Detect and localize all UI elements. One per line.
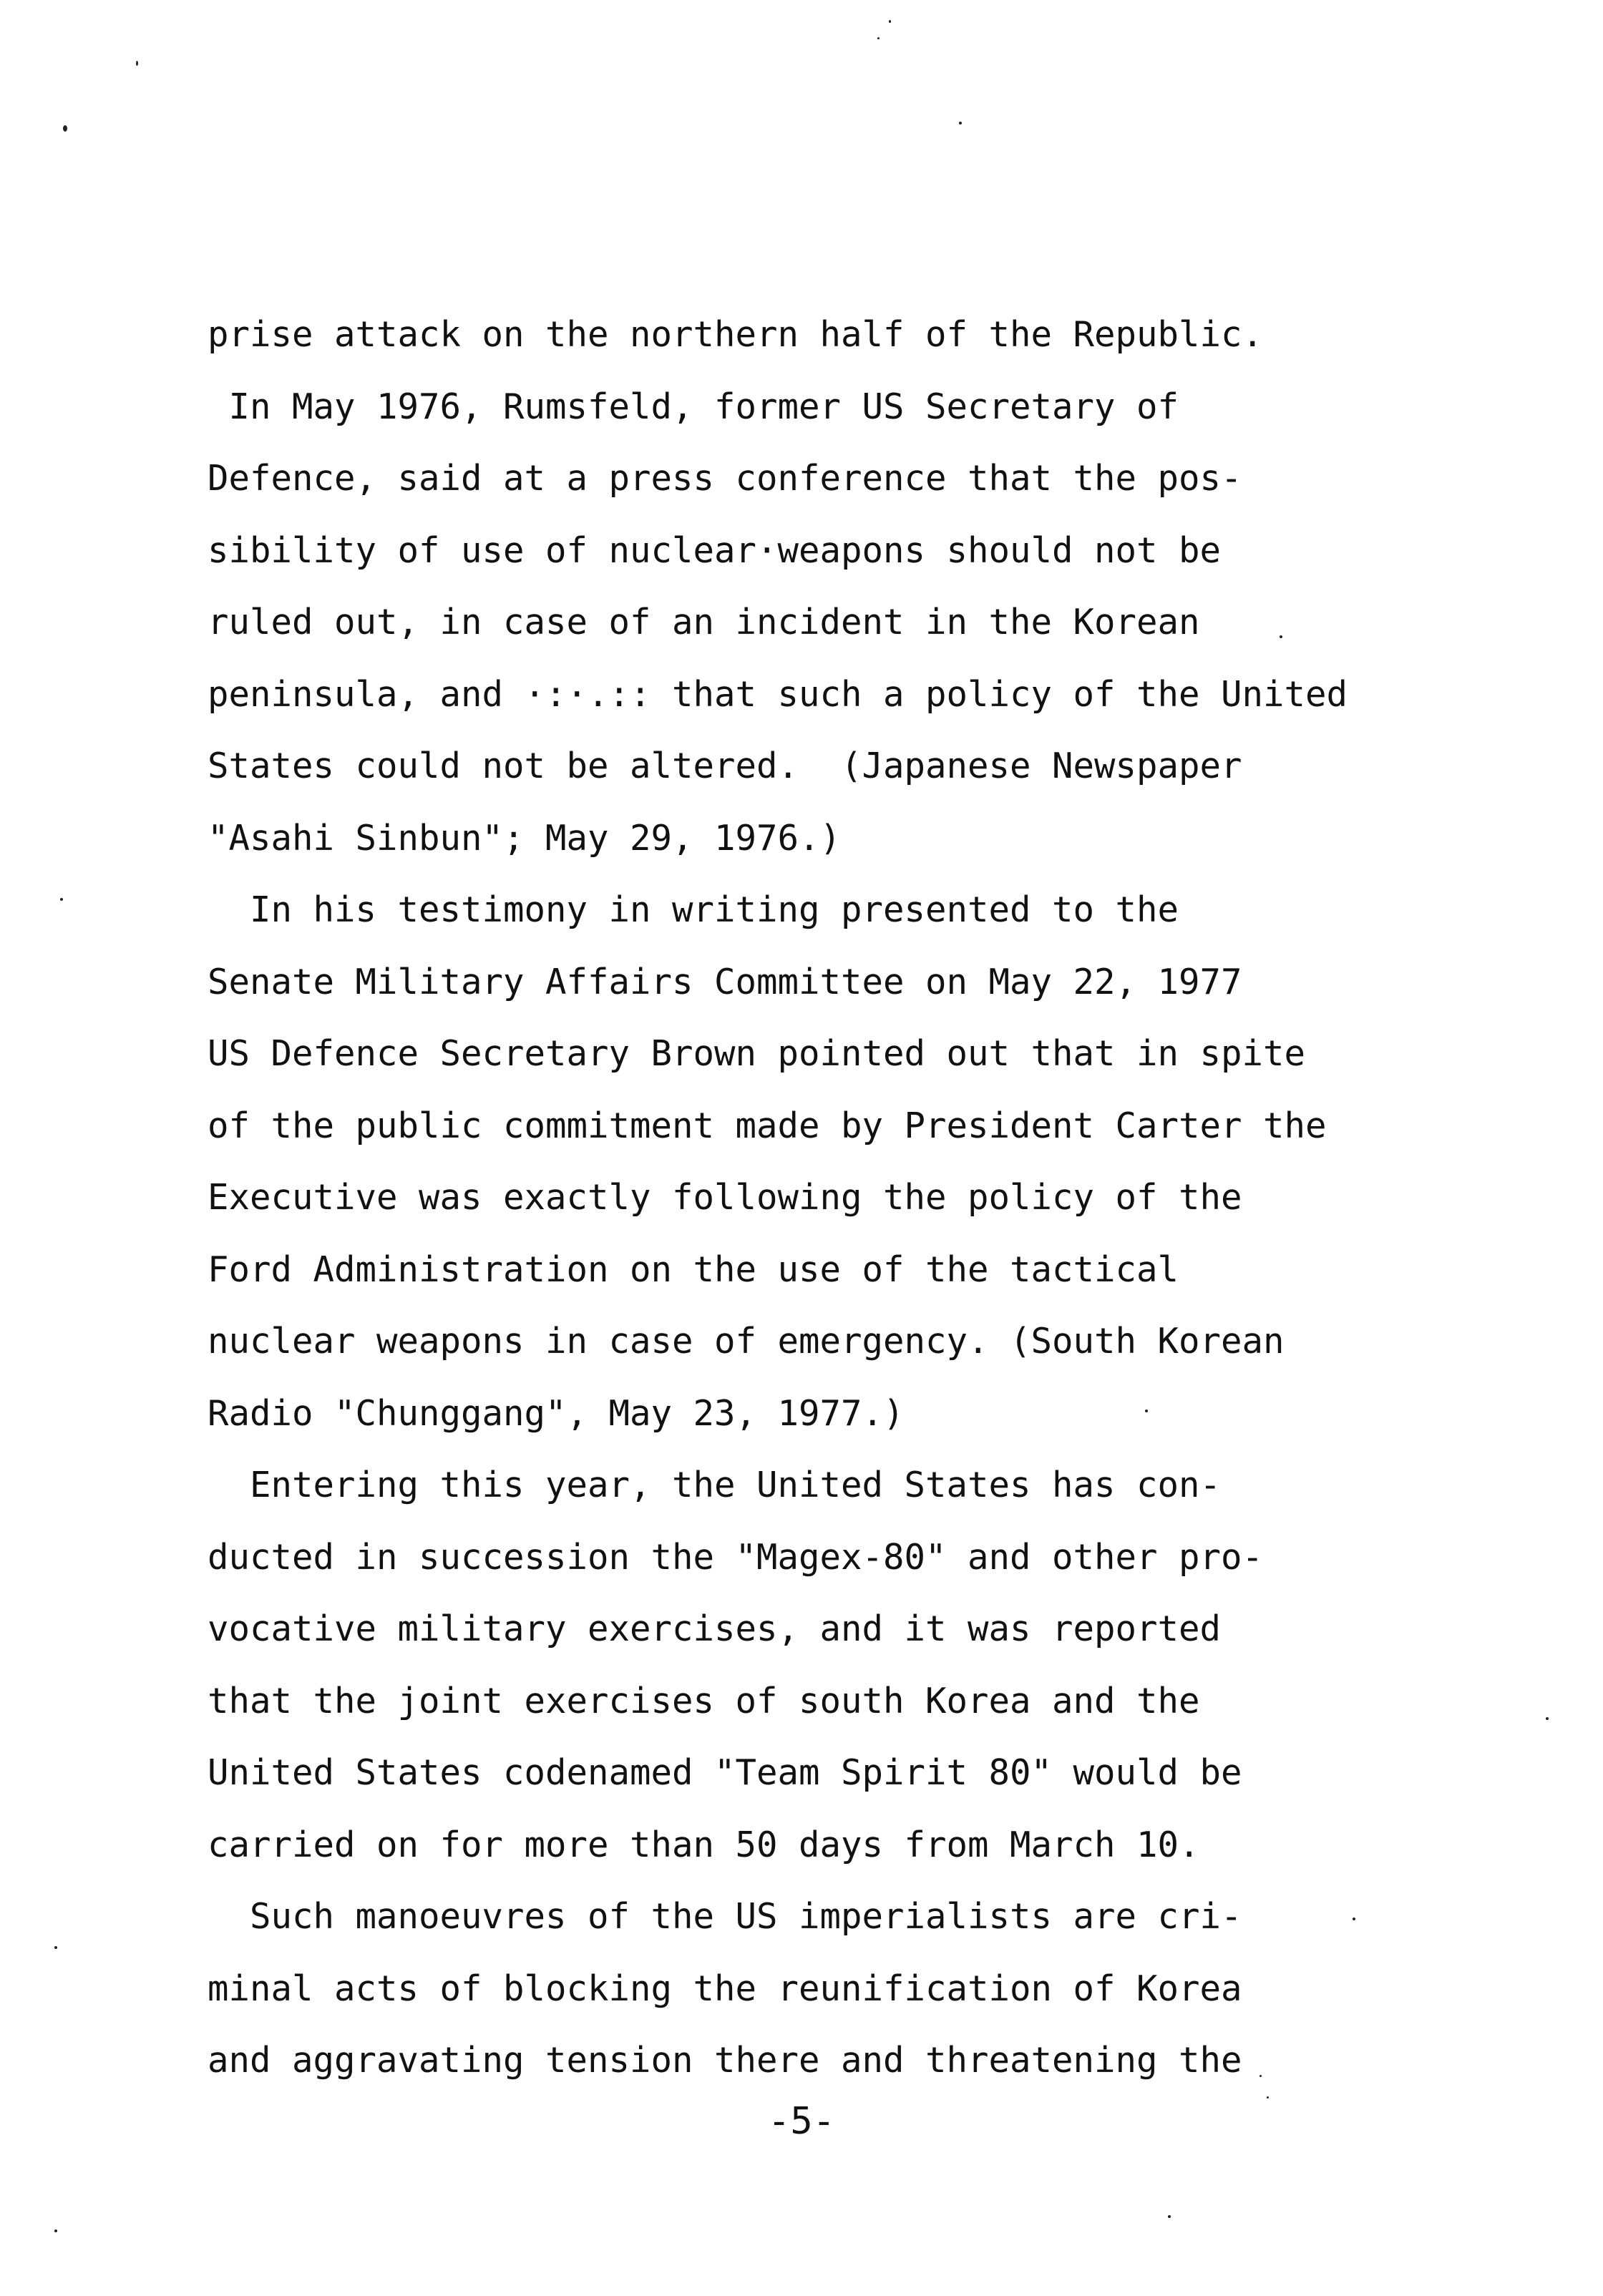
text-line: In his testimony in writing presented to the <box>208 889 1179 930</box>
text-line: peninsula, and ·:·.:: that such a policy of the United <box>208 673 1348 715</box>
text-line: Such manoeuvres of the US imperialists are cri- <box>208 1896 1242 1937</box>
text-line: States could not be altered. (Japanese Newspaper <box>208 746 1242 786</box>
text-line: nuclear weapons in case of emergency. (South Korean <box>208 1321 1285 1362</box>
text-line: that the joint exercises of south Korea and the <box>208 1680 1200 1721</box>
text-line: Senate Military Affairs Committee on May 22, 1977 <box>208 961 1242 1002</box>
scan-speck <box>54 2229 57 2232</box>
text-line: United States codenamed "Team Spirit 80" would be <box>208 1752 1242 1793</box>
scan-speck <box>889 20 891 23</box>
text-line: ruled out, in case of an incident in the Korean <box>208 602 1200 643</box>
text-line: and aggravating tension there and threatening the <box>208 2040 1242 2081</box>
scan-speck <box>1546 1717 1549 1720</box>
body-text <box>208 299 1453 2097</box>
text-line: sibility of use of nuclear·weapons should not be <box>208 529 1222 571</box>
text-line: "Asahi Sinbun"; May 29, 1976.) <box>208 817 842 859</box>
text-line: Radio "Chunggang", May 23, 1977.) <box>208 1392 905 1434</box>
scan-speck <box>877 37 880 39</box>
text-line: Entering this year, the United States has con- <box>208 1465 1222 1505</box>
text-line: US Defence Secretary Brown pointed out that in spite <box>208 1033 1306 1074</box>
scan-speck <box>63 125 67 132</box>
scan-speck <box>1168 2215 1171 2218</box>
text-line: Ford Administration on the use of the tactical <box>208 1249 1179 1290</box>
scan-speck <box>136 61 138 66</box>
text-line: In May 1976, Rumsfeld, former US Secretary of <box>208 386 1179 427</box>
text-line: of the public commitment made by President Carter the <box>208 1105 1327 1146</box>
text-line: ducted in succession the "Magex-80" and other pro- <box>208 1536 1264 1578</box>
text-line: carried on for more than 50 days from March 10. <box>208 1824 1200 1865</box>
scan-speck <box>959 122 962 124</box>
text-line: Defence, said at a press conference that the pos- <box>208 458 1242 499</box>
scan-speck <box>54 1946 57 1949</box>
text-line: Executive was exactly following the policy of the <box>208 1177 1242 1218</box>
scan-speck <box>60 898 63 901</box>
page-number: -5- <box>768 2100 835 2143</box>
text-line: minal acts of blocking the reunification of Korea <box>208 1968 1242 2009</box>
text-line: vocative military exercises, and it was reported <box>208 1608 1222 1649</box>
text-line: prise attack on the northern half of the Republic. <box>208 314 1264 355</box>
